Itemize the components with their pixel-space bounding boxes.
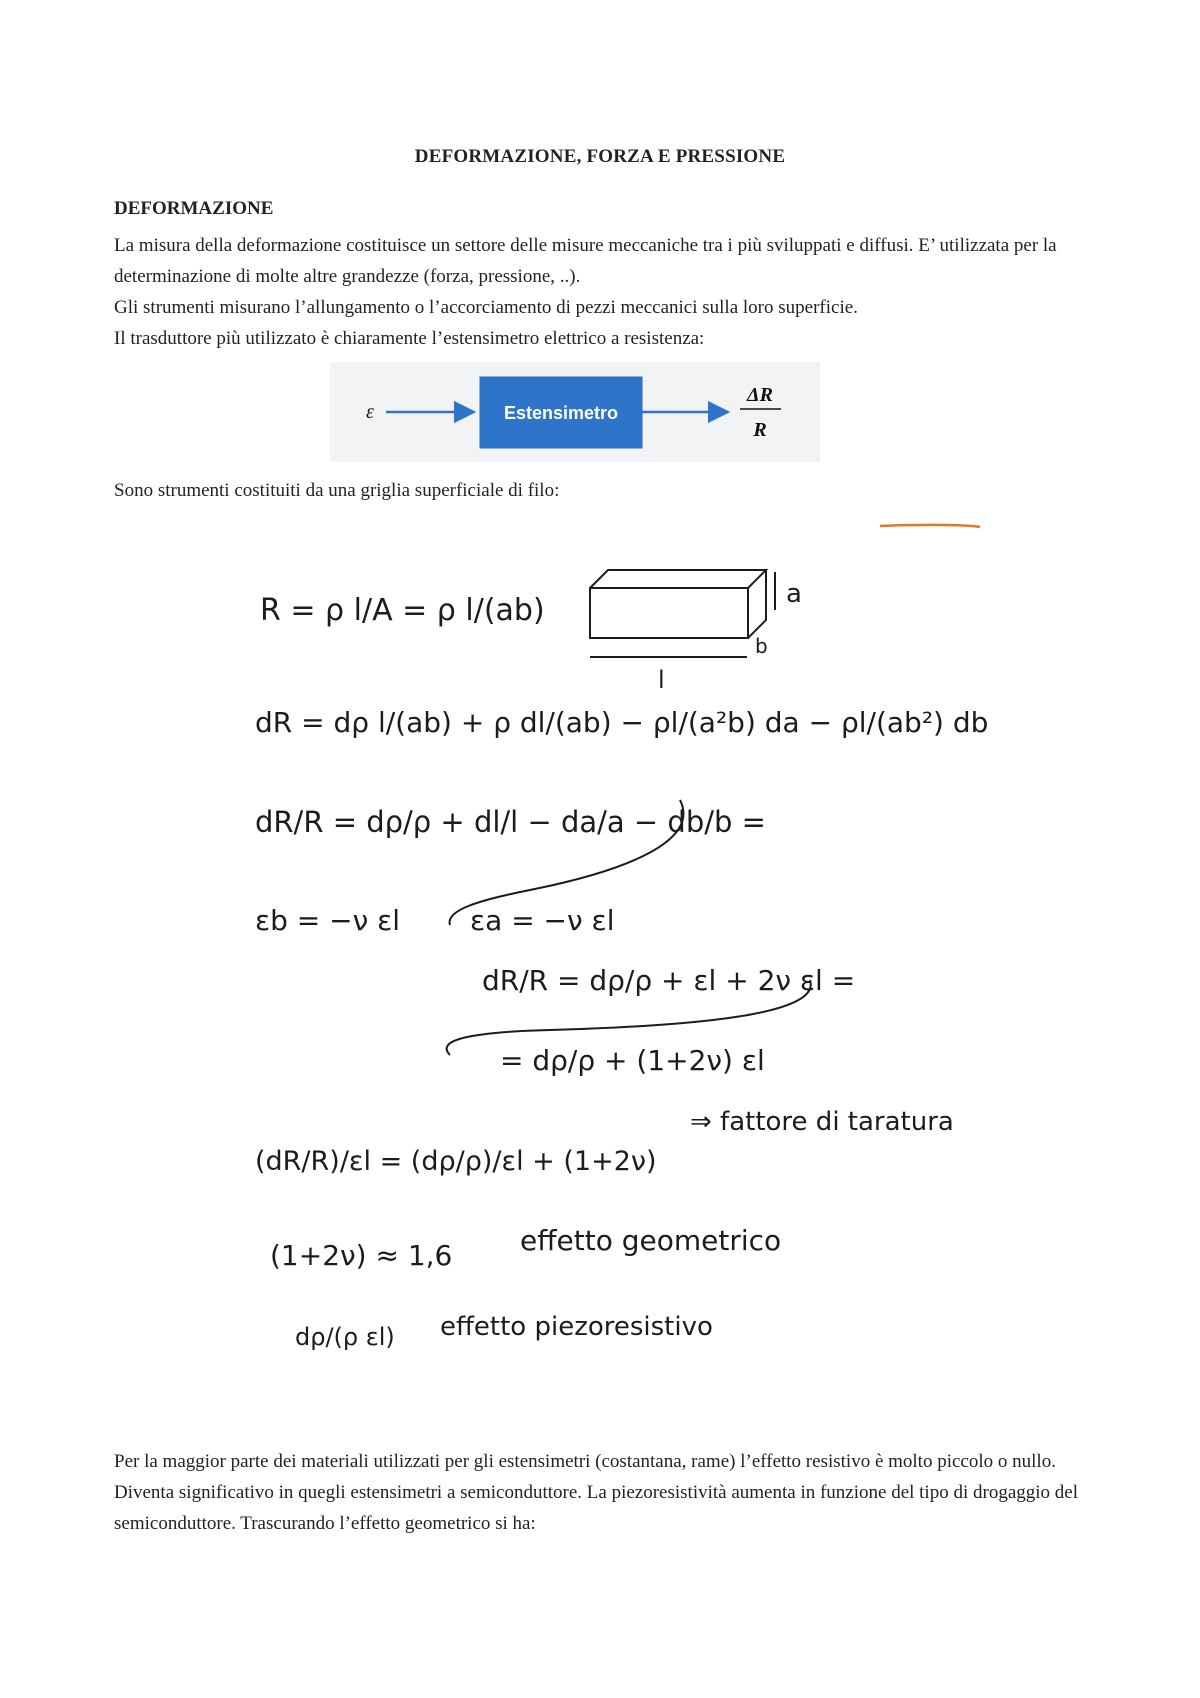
handwritten-derivation [250, 510, 990, 1390]
eq-differential: dR = dρ l/(ab) + ρ dl/(ab) − ρl/(a²b) da − ρl/(ab²) db [255, 706, 989, 739]
estensimetro-label: Estensimetro [503, 403, 619, 423]
eq-poisson-a: εa = −ν εl [470, 904, 615, 937]
semiconductor-paragraph: Per la maggior parte dei materiali utilizzati per gli estensimetri (costantana, rame) l’effetto resistivo è molto piccolo o nullo. Diventa significativo in quegli estensimetri a semiconduttore. La piezoresistività aumenta in funzione del tipo di drogaggio del semiconduttore. Trascurando l’effetto geometrico si ha: [114, 1451, 1078, 1534]
intro-sentence-2: Gli strumenti misurano l’allungamento o l’accorciamento di pezzi meccanici sulla loro superficie. [114, 297, 858, 318]
label-piezoresistive-effect: effetto piezoresistivo [440, 1312, 713, 1342]
eq-geometric-value: (1+2ν) ≈ 1,6 [270, 1239, 453, 1272]
eq-piezo-term: dρ/(ρ εl) [295, 1323, 395, 1351]
output-delta-r-label: ΔR [747, 384, 773, 406]
conductor-prism-sketch [590, 570, 775, 657]
intro-paragraph [114, 230, 1094, 354]
label-gauge-factor: ⇒ fattore di taratura [690, 1107, 954, 1137]
intro-sentence-1: La misura della deformazione costituisce un settore delle misure meccaniche tra i più sviluppati e diffusi. E’ utilizzata per la determinazione di molte altre grandezze (forza, pressione, ..). [114, 235, 1057, 287]
eq-relative-change: dR/R = dρ/ρ + dl/l − da/a − db/b = [255, 805, 766, 839]
label-geometric-effect: effetto geometrico [520, 1224, 782, 1257]
prism-label-a: a [786, 579, 802, 609]
eq-substitution: dR/R = dρ/ρ + εl + 2ν εl = [482, 964, 856, 997]
eq-gauge-factor: (dR/R)/εl = (dρ/ρ)/εl + (1+2ν) [255, 1146, 657, 1177]
output-r-label: R [753, 419, 767, 441]
section-heading: DEFORMAZIONE [114, 198, 274, 219]
prism-label-b: b [755, 634, 768, 658]
grid-description: Sono strumenti costituiti da una griglia superficiale di filo: [114, 480, 560, 501]
intro-sentence-3: Il trasduttore più utilizzato è chiaramente l’estensimetro elettrico a resistenza: [114, 328, 705, 349]
pen-stroke [880, 525, 980, 527]
input-epsilon-label: ε [366, 401, 374, 423]
page-title: DEFORMAZIONE, FORZA E PRESSIONE [414, 146, 786, 167]
eq-poisson-b: εb = −ν εl [255, 904, 401, 937]
strain-gauge-block-diagram [330, 362, 820, 462]
eq-simplified: = dρ/ρ + (1+2ν) εl [500, 1044, 765, 1077]
eq-resistance: R = ρ l/A = ρ l/(ab) [260, 593, 545, 628]
prism-label-l: l [658, 666, 665, 694]
